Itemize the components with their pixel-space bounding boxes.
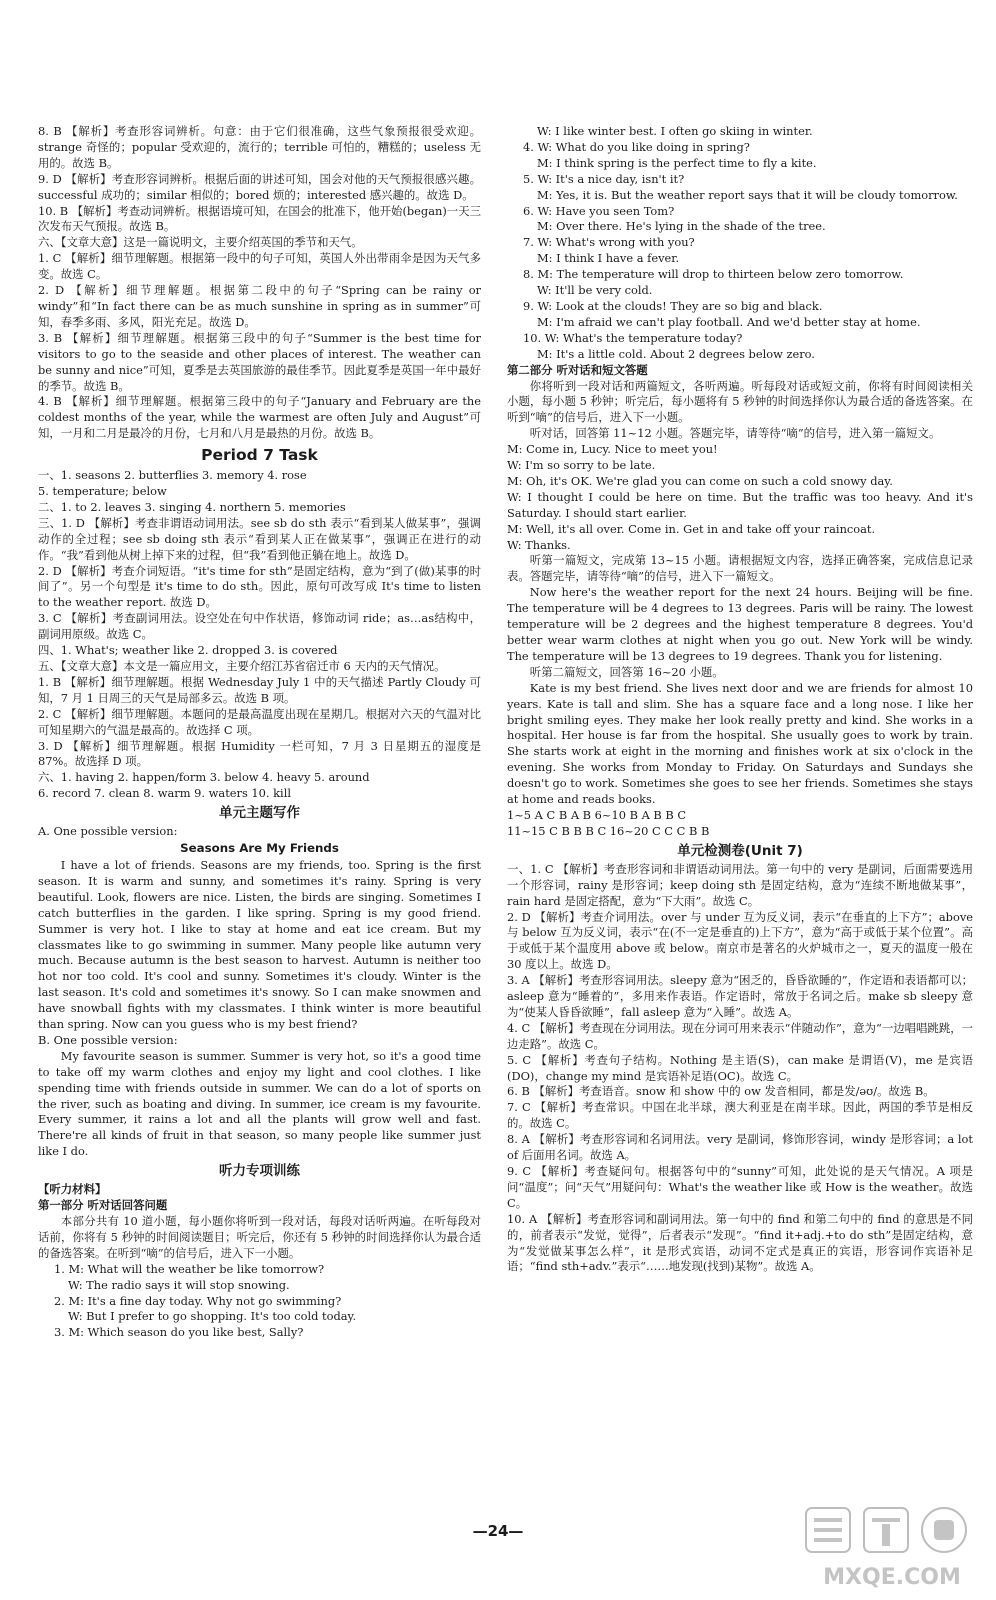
answer-item: 5. C 【解析】考查句子结构。Nothing 是主语(S)，can make 是谓语(V)，me 是宾语(DO)，change my mind 是宾语补足语(OC)。故选 C。	[507, 1052, 973, 1083]
answer-item: 8. A 【解析】考查形容词和名词用法。very 是副词，修饰形容词，windy 是形容词；a lot of 后面用名词。故选 A。	[507, 1132, 973, 1163]
passage-text: Now here's the weather report for the next 24 hours. Beijing will be fine. The temperature will be 4 degrees to 13 degrees. Paris will be rainy. The lowest temperature will be 2 degrees and the highest temperature 8 degrees. You'd better wear warm clothes at night when you go out. New York will be windy. The temperature will be 13 degrees to 19 degrees. Thank you for listening.	[507, 585, 973, 663]
dialogue-line: M: I think I have a fever.	[537, 251, 680, 266]
dialogue-line: M: Oh, it's OK. We're glad you can come on such a cold snowy day.	[507, 473, 893, 488]
dialogue-line: W: Thanks.	[507, 537, 571, 552]
dialogue-line: 9. W: Look at the clouds! They are so big and black.	[523, 298, 823, 313]
answer-item: 8. B 【解析】考查形容词辨析。句意：由于它们很准确，这些气象预报很受欢迎。strange 奇怪的；popular 受欢迎的，流行的；terrible 可怕的，糟糕的；useless 无用的。故选 B。	[38, 124, 481, 170]
dialogue-line: 10. W: What's the temperature today?	[523, 330, 743, 345]
dialogue-line: M: I think spring is the perfect time to fly a kite.	[537, 155, 817, 170]
part-description: 你将听到一段对话和两篇短文，各听两遍。听每段对话或短文前，你将有时间阅读相关小题，每小题 5 秒钟；听完后，每小题将有 5 秒钟的时间选择你认为最合适的备选答案。在听到“嘀”的信号后，进入下一小题。	[507, 378, 973, 425]
passage-instruction: 听第二篇短文，回答第 16~20 小题。	[529, 664, 724, 679]
answer-item: 2. D 【解析】考查介词用法。over 与 under 互为反义词，表示“在垂直的上下方”；above 与 below 互为反义词，表示“在(不一定是垂直的)上下方”，意为“高于或低于某个位置”。高于或低于某个温度用 above 或 below。南京市是著名的火炉城市之一，夏天的温度一般在 30 度以上。故选 D。	[507, 909, 973, 972]
part-title: 第二部分 听对话和短文答题	[507, 362, 648, 377]
section-title-period-7: Period 7 Task	[201, 446, 318, 465]
dialogue-line: 1. M: What will the weather be like tomorrow?	[54, 1261, 325, 1276]
answer-item: 2. D 【解析】细节理解题。根据第二段中的句子“Spring can be rainy or windy”和“In fact there can be as much sunshine in spring as in summer”可知，春季多雨、多风，阳光充足。故选 D。	[38, 283, 481, 329]
version-label: A. One possible version:	[38, 824, 178, 839]
answer-item: 五、【文章大意】本文是一篇应用文，主要介绍江苏省宿迁市 6 天内的天气情况。	[38, 659, 446, 673]
part-title: 第一部分 听对话回答问题	[38, 1198, 168, 1213]
dialogue-line: W: The radio says it will stop snowing.	[68, 1277, 290, 1292]
dialogue-line: W: But I prefer to go shopping. It's too cold today.	[68, 1309, 357, 1324]
dialogue-line: 8. M: The temperature will drop to thirteen below zero tomorrow.	[523, 267, 904, 282]
answer-item: 6. B 【解析】考查语音。snow 和 show 中的 ow 发音相同，都是发/əʊ/。故选 B。	[507, 1084, 935, 1099]
section-title-listening: 听力专项训练	[219, 1163, 300, 1180]
answer-item: 3. A 【解析】考查形容词用法。sleepy 意为“困乏的，昏昏欲睡的”，作定语和表语都可以；asleep 意为“睡着的”，多用来作表语。作定语时，常放于名词之后。make sb sleepy 意为“使某人昏昏欲睡”，fall asleep 意为“入睡”。故选 A。	[507, 973, 973, 1019]
watermark-logo	[802, 1504, 982, 1592]
answer-item: 10. B 【解析】考查动词辨析。根据语境可知，在国会的批准下，他开始(began)一天三次发布天气预报。故选 B。	[38, 203, 481, 234]
answer-item: 1. B 【解析】细节理解题。根据 Wednesday July 1 中的天气描述 Partly Cloudy 可知，7 月 1 日周三的天气是局部多云。故选 B 项。	[38, 674, 481, 705]
part-description: 本部分共有 10 道小题，每小题你将听到一段对话，每段对话听两遍。在听每段对话前，你将有 5 秒钟的时间阅读题目；听完后，你还有 5 秒钟的时间选择你认为最合适的备选答案。在听到“嘀”的信号后，进入下一小题。	[38, 1214, 481, 1260]
section-title-unit-test: 单元检测卷(Unit 7)	[677, 842, 803, 859]
page-number: —24—	[472, 1522, 524, 1540]
dialogue-line: W: It'll be very cold.	[537, 283, 653, 298]
dialogue-line: W: I thought I could be here on time. But the traffic was too heavy. And it's Saturday. I should start earlier.	[507, 489, 973, 520]
version-label: B. One possible version:	[38, 1032, 178, 1047]
watermark-text: MXQE.COM	[823, 1565, 961, 1590]
dialogue-line: 6. W: Have you seen Tom?	[523, 203, 675, 218]
answer-item: 6. record 7. clean 8. warm 9. waters 10. kill	[38, 786, 291, 801]
answer-key: 11~15 C B B B C 16~20 C C C B B	[507, 823, 710, 838]
dialogue-line: 2. M: It's a fine day today. Why not go swimming?	[54, 1293, 342, 1308]
part-instruction: 听对话，回答第 11~12 小题。答题完毕，请等待“嘀”的信号，进入第一篇短文。	[529, 426, 941, 441]
answer-item: 三、1. D 【解析】考查非谓语动词用法。see sb do sth 表示“看到某人做某事”，强调动作的全过程；see sb doing sth 表示“看到某人正在做某事”，强调正在进行的动作。“我”看到他从树上掉下来的过程，但“我”看到他正躺在地上。故选 D。	[38, 515, 481, 562]
essay-paragraph: I have a lot of friends. Seasons are my friends, too. Spring is the first season. It is warm and sunny, and sometimes it's rainy. Spring is very beautiful. Look, flowers are nice. Listen, the birds are singing. Sometimes I catch butterflies in the garden. I like spring. Spring is my good friend. Summer is very hot. I like to stay at home and eat ice cream. But my classmates like to go swimming in summer. Many people like autumn very much. Because autumn is the best season to harvest. Autumn is neither too hot nor too cold. It's cool and sunny. Sometimes it's cloudy. Winter is the last season. It's cold and sometimes it's snowy. So I can make snowmen and have snowball fights with my classmates. I think winter is more beautiful than spring. Now can you guess who is my best friend?	[38, 857, 481, 1032]
dialogue-line: W: I like winter best. I often go skiing in winter.	[537, 124, 813, 138]
answer-item: 5. temperature; below	[38, 484, 167, 499]
dialogue-line: 3. M: Which season do you like best, Sally?	[54, 1325, 304, 1340]
passage-instruction: 听第一篇短文，完成第 13~15 小题。请根据短文内容，选择正确答案，完成信息记录表。答题完毕，请等待“嘀”的信号，进入下一篇短文。	[507, 553, 973, 584]
answer-item: 9. C 【解析】考查疑问句。根据答句中的“sunny”可知，此处说的是天气情况。A 项是问“温度”；问“天气”用疑问句：What's the weather like 或 How is the weather。故选 C。	[507, 1164, 973, 1210]
answer-item: 4. C 【解析】考查现在分词用法。现在分词可用来表示“伴随动作”，意为“一边唱唱跳跳，一边走路”。故选 C。	[507, 1020, 973, 1051]
dialogue-line: 7. W: What's wrong with you?	[523, 235, 695, 250]
dialogue-line: M: Well, it's all over. Come in. Get in and take off your raincoat.	[507, 521, 876, 536]
answer-item: 4. B 【解析】细节理解题。根据第三段中的句子“January and February are the coldest months of the year, while the warmest are often July and August”可知，一月和二月是最冷的月份，七月和八月是最热的月份。故选 B。	[38, 394, 481, 441]
answer-item: 六、【文章大意】这是一篇说明文，主要介绍英国的季节和天气。	[38, 235, 363, 250]
answer-item: 1. C 【解析】细节理解题。根据第一段中的句子可知，英国人外出带雨伞是因为天气多变。故选 C。	[38, 251, 481, 282]
answer-item: 2. C 【解析】细节理解题。本题问的是最高温度出现在星期几。根据对六天的气温对比可知星期六的气温是最高的。故选择 C 项。	[38, 706, 481, 737]
answer-item: 一、1. seasons 2. butterflies 3. memory 4. rose	[38, 468, 307, 483]
answer-item: 3. C 【解析】考查副词用法。设空处在句中作状语，修饰动词 ride；as…as结构中，副词用原级。故选 C。	[38, 611, 481, 642]
section-title-writing: 单元主题写作	[219, 805, 300, 822]
answer-item: 二、1. to 2. leaves 3. singing 4. northern 5. memories	[38, 499, 346, 514]
dialogue-line: M: Come in, Lucy. Nice to meet you!	[507, 442, 718, 457]
dialogue-line: M: It's a little cold. About 2 degrees below zero.	[537, 346, 815, 361]
answer-item: 3. D 【解析】细节理解题。根据 Humidity 一栏可知，7 月 3 日星期五的湿度是 87%。故选择 D 项。	[38, 738, 481, 769]
material-label: 【听力材料】	[38, 1182, 107, 1197]
answer-item: 7. C 【解析】考查常识。中国在北半球，澳大利亚是在南半球。因此，两国的季节是相反的。故选 C。	[507, 1100, 973, 1131]
dialogue-line: W: I'm so sorry to be late.	[507, 458, 656, 473]
answer-item: 9. D 【解析】考查形容词辨析。根据后面的讲述可知，国会对他的天气预报很感兴趣。successful 成功的；similar 相似的；bored 烦的；interested 感兴趣的。故选 D。	[38, 171, 481, 202]
answer-item: 六、1. having 2. happen/form 3. below 4. heavy 5. around	[38, 770, 370, 785]
answer-item: 四、1. What's; weather like 2. dropped 3. is covered	[38, 643, 338, 658]
dialogue-line: M: Yes, it is. But the weather report says that it will be cloudy tomorrow.	[537, 187, 958, 202]
essay-paragraph: My favourite season is summer. Summer is very hot, so it's a good time to take off my warm clothes and enjoy my light and cool clothes. I like spending time with friends outside in summer. We can do a lot of sports on the river, such as boating and diving. In summer, ice cream is my favourite. Every summer, it rains a lot and all the plants will grow well and fast. There're all kinds of fruit in that season, so many people like summer just like I do.	[38, 1048, 481, 1159]
answer-item: 一、1. C 【解析】考查形容词和非谓语动词用法。第一句中的 very 是副词，后面需要选用一个形容词，rainy 是形容词；keep doing sth 是固定结构，意为“连续不断地做某事”，rain hard 是固定搭配，意为“下大雨”。故选 C。	[507, 861, 973, 908]
dialogue-line: 5. W: It's a nice day, isn't it?	[523, 171, 685, 186]
passage-text: Kate is my best friend. She lives next door and we are friends for almost 10 years. Kate is tall and slim. She has a square face and a long nose. I like her bright smiling eyes. They make her look really pretty and kind. She works in a hospital. Her house is far from the hospital. She usually goes to work by train. She starts work at eight in the morning and finishes work at six o'clock in the evening. She works from Monday to Friday. On Saturdays and Sundays she doesn't go to work. Sometimes she goes to see her friends. Sometimes she stays at home and reads books.	[507, 680, 973, 807]
dialogue-line: M: I'm afraid we can't play football. And we'd better stay at home.	[537, 314, 921, 329]
answer-item: 2. D 【解析】考查介词短语。“it's time for sth”是固定结构，意为“到了(做)某事的时间了”。另一个句型是 it's time to do sth。因此，原句可改写成 It's time to listen to the weather report. 故选 D。	[38, 563, 481, 610]
left-column	[38, 124, 481, 1341]
essay-title: Seasons Are My Friends	[180, 841, 339, 856]
answer-item: 10. A 【解析】考查形容词和副词用法。第一句中的 find 和第二句中的 find 的意思是不同的，前者表示“发觉，觉得”，后者表示“发现”。“find it+adj.+to do sth”是固定结构，意为“发觉做某事怎么样”，it 是形式宾语，动词不定式是真正的宾语，形容词作宾语补足语；“find sth+adv.”表示“……地发现(找到)某物”。故选 A。	[507, 1211, 973, 1274]
right-column	[507, 124, 973, 1275]
dialogue-line: 4. W: What do you like doing in spring?	[523, 139, 750, 154]
answer-item: 3. B 【解析】细节理解题。根据第三段中的句子“Summer is the best time for visitors to go to the seaside and other places of interest. The weather can be sunny and nice”可知，夏季是去英国旅游的最佳季节。因此夏季是英国一年中最好的季节。故选 B。	[38, 330, 481, 393]
answer-key: 1~5 A C B A B 6~10 B A B B C	[507, 807, 687, 822]
dialogue-line: M: Over there. He's lying in the shade of the tree.	[537, 219, 826, 234]
